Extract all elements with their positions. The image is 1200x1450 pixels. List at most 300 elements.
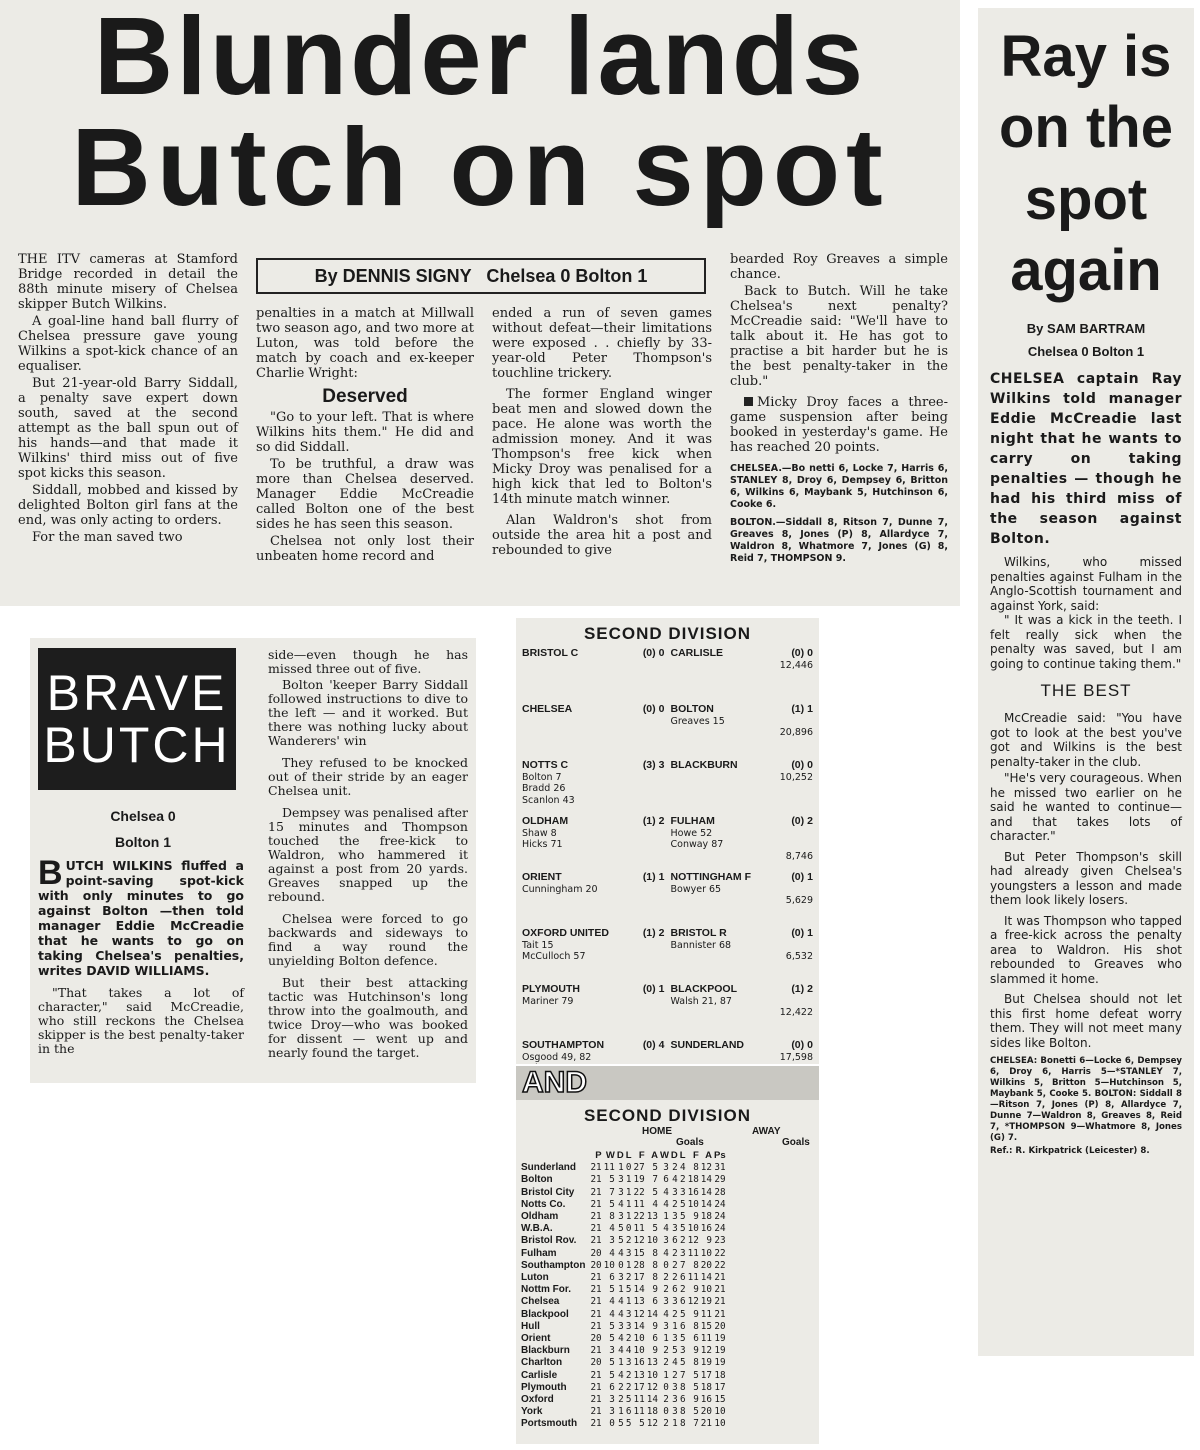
stat-cell: 4 [652, 1198, 658, 1210]
stat-cell: 2 [663, 1272, 669, 1284]
stat-cell: 24 [714, 1198, 726, 1210]
stat-cell: 13 [646, 1211, 658, 1223]
para: Dempsey was penalised after 15 minutes and Thompson touched the free-kick to Waldron, who hammered it against a post from 20 yards. Greaves snapped up the rebound. [268, 805, 468, 904]
stat-cell: 10 [714, 1418, 726, 1430]
half-time-score: (1) [791, 703, 805, 715]
para: " It was a kick in the teeth. I felt really sick when the penalty was saved, but I am going to continue taking them." [990, 613, 1182, 671]
stat-cell: 9 [693, 1308, 699, 1320]
stat-cell: 2 [663, 1418, 669, 1430]
score [643, 760, 665, 772]
stat-cell: 2 [625, 1381, 632, 1393]
team-name: SOUTHAMPTON [522, 1039, 605, 1051]
full-time-score: 0 [807, 647, 813, 659]
score [791, 928, 813, 940]
stat-cell: 0 [625, 1162, 632, 1174]
stat-cell: 20 [590, 1259, 602, 1271]
stat-cell: 2 [672, 1162, 678, 1174]
stat-cell: 1 [625, 1198, 632, 1210]
stat-cell: 5 [609, 1174, 615, 1186]
half-time-score: (1) [642, 927, 656, 939]
stat-cell: 21 [590, 1345, 602, 1357]
stat-cell: 3 [663, 1320, 669, 1332]
stat-cell: 4 [663, 1308, 669, 1320]
stat-cell: 11 [633, 1198, 645, 1210]
para: Wilkins, who missed penalties against Fulham in the Anglo-Scottish tournament and against York, said: [990, 555, 1182, 613]
stat-cell: 4 [672, 1174, 678, 1186]
score [643, 1040, 665, 1052]
full-time-score: 2 [807, 815, 813, 827]
stat-cell: 21 [590, 1381, 602, 1393]
team-name: Plymouth [521, 1381, 567, 1393]
stat-cell: 1 [618, 1162, 624, 1174]
brave-col-1 [38, 854, 244, 1056]
stat-cell: 19 [714, 1345, 726, 1357]
table-row [520, 1162, 727, 1174]
team-name: CARLISLE [670, 647, 723, 659]
stat-cell: 14 [646, 1308, 658, 1320]
stat-cell: 5 [609, 1369, 615, 1381]
team-name: Blackpool [521, 1308, 569, 1320]
team-name: Bristol City [521, 1186, 575, 1198]
stat-cell: 8 [609, 1211, 615, 1223]
stat-cell: 5 [693, 1369, 699, 1381]
stat-cell: 5 [679, 1308, 686, 1320]
team-name: Luton [521, 1272, 549, 1284]
half-time-score: (1) [791, 983, 805, 995]
stat-cell: 0 [663, 1381, 669, 1393]
table-row [520, 1321, 727, 1333]
stat-cell: 6 [693, 1333, 699, 1345]
para: But their best attacking tactic was Hutchinson's long throw into the goalmouth, and twice Droy—who was booked for dissent — went up and nearly found the target. [268, 975, 468, 1060]
half-time-score: (0) [791, 759, 805, 771]
headline-line: on the [999, 95, 1173, 161]
table-row [520, 1248, 727, 1260]
table-row [520, 1382, 727, 1394]
lead-text: UTCH WILKINS fluffed a point-saving spot-kick with only minutes to go against Bolton —then told manager Eddie McCreadie that he wants to go on taking Chelsea's penalties, writes DAVID WILLIAMS. [38, 858, 244, 978]
stat-cell: 3 [672, 1223, 678, 1235]
stat-cell: 13 [633, 1369, 645, 1381]
home-goals-label: Goals [676, 1137, 704, 1148]
stat-cell: 21 [590, 1211, 602, 1223]
stat-cell: 19 [633, 1174, 645, 1186]
square-bullet-icon [744, 397, 753, 406]
full-time-score: 1 [807, 871, 813, 883]
stat-cell: 14 [700, 1174, 712, 1186]
stat-cell: 6 [663, 1174, 669, 1186]
away-result [671, 1040, 814, 1064]
stat-cell: 16 [633, 1357, 645, 1369]
stat-cell: 10 [700, 1247, 712, 1259]
scorer: Bolton 7 [522, 771, 562, 783]
para: They refused to be knocked out of their stride by an eager Chelsea unit. [268, 755, 468, 798]
stat-cell: 22 [633, 1211, 645, 1223]
stat-cell: 4 [618, 1296, 624, 1308]
stat-cell: 29 [714, 1174, 726, 1186]
stat-cell: 21 [700, 1418, 712, 1430]
team-name: Bristol Rov. [521, 1235, 577, 1247]
stat-cell: 20 [700, 1259, 712, 1271]
team-name: NOTTINGHAM F [670, 871, 751, 883]
header-cell: W [659, 1150, 669, 1161]
stat-cell: 3 [672, 1186, 678, 1198]
header-cell: L [625, 1150, 632, 1161]
score [791, 1040, 813, 1052]
stat-cell: 12 [687, 1296, 699, 1308]
table-row [520, 1211, 727, 1223]
headline-line: Ray is [1000, 24, 1172, 89]
table-row [520, 1272, 727, 1284]
table-row [520, 1174, 727, 1186]
stat-cell: 11 [603, 1162, 615, 1174]
stat-cell: 18 [714, 1369, 726, 1381]
stat-cell: 4 [679, 1162, 686, 1174]
stat-cell: 12 [700, 1345, 712, 1357]
team-name: W.B.A. [521, 1223, 553, 1235]
table-row [520, 1235, 727, 1247]
stat-cell: 4 [609, 1247, 615, 1259]
stat-cell: 3 [625, 1308, 632, 1320]
header-cell: D [616, 1150, 624, 1161]
stat-cell: 21 [590, 1174, 602, 1186]
full-time-score: 3 [658, 759, 665, 771]
stat-cell: 19 [700, 1357, 712, 1369]
score [791, 704, 813, 716]
result-line [522, 928, 665, 940]
ray-body [978, 369, 1194, 1157]
result-line [671, 704, 814, 716]
stat-cell: 0 [625, 1223, 632, 1235]
stat-cell: 4 [609, 1223, 615, 1235]
stat-cell: 2 [618, 1381, 624, 1393]
score [643, 872, 665, 884]
results-panel [516, 618, 819, 1064]
attendance: 12,422 [779, 1007, 813, 1018]
stat-cell: 18 [687, 1174, 699, 1186]
stat-cell: 11 [687, 1247, 699, 1259]
stat-cell: 10 [646, 1369, 658, 1381]
article1-col-4 [730, 252, 948, 606]
table-header-row [520, 1150, 727, 1162]
stat-cell: 2 [672, 1369, 678, 1381]
stat-cell: 10 [687, 1198, 699, 1210]
stat-cell: 9 [693, 1284, 699, 1296]
stat-cell: 4 [618, 1333, 624, 1345]
stat-cell: 1 [625, 1186, 632, 1198]
header-cell: W [605, 1150, 615, 1161]
stat-cell: 21 [590, 1406, 602, 1418]
stat-cell: 21 [590, 1394, 602, 1406]
para: But Peter Thompson's skill had already given Chelsea's youngsters a lesson and made them look likely losers. [990, 849, 1182, 908]
stat-cell: 4 [618, 1369, 624, 1381]
table-row [520, 1418, 727, 1430]
team-name: Oldham [521, 1211, 559, 1223]
referee: Ref.: R. Kirkpatrick (Leicester) 8. [990, 1146, 1150, 1157]
stat-cell: 8 [693, 1320, 699, 1332]
stat-cell: 21 [590, 1284, 602, 1296]
para: side—even though he has missed three out of five. [268, 647, 468, 676]
stat-cell: 6 [625, 1406, 632, 1418]
result-line [522, 816, 665, 828]
scorer: Howe 52 [670, 827, 713, 839]
stat-cell: 7 [679, 1259, 686, 1271]
stat-cell: 5 [625, 1284, 632, 1296]
stat-cell: 1 [618, 1357, 624, 1369]
stat-cell: 4 [609, 1296, 615, 1308]
stat-cell: 3 [679, 1247, 686, 1259]
stat-cell: 6 [679, 1320, 686, 1332]
stat-cell: 12 [646, 1381, 658, 1393]
stat-cell: 5 [679, 1211, 686, 1223]
stat-cell: 2 [625, 1333, 632, 1345]
para: Chelsea were forced to go backwards and sideways to find a way round the unyielding Bolton defence. [268, 911, 468, 968]
stat-cell: 21 [590, 1186, 602, 1198]
para: penalties in a match at Millwall two season ago, and two more at Luton, was told before the match by coach and ex-keeper Charlie Wright: [256, 306, 474, 381]
para: McCreadie said: "You have got to look at the best you've got and Wilkins is the best penalty-taker in the club. [990, 711, 1182, 769]
stat-cell: 6 [679, 1296, 686, 1308]
stat-cell: 8 [652, 1247, 658, 1259]
attendance: 12,446 [779, 659, 813, 671]
stat-cell: 20 [590, 1247, 602, 1259]
team-name: Charlton [521, 1357, 563, 1369]
stat-cell: 7 [679, 1369, 686, 1381]
score [643, 984, 665, 996]
score-box [38, 808, 248, 850]
scorer: Shaw 8 [522, 827, 557, 839]
team-name: BRISTOL R [670, 927, 727, 939]
para [730, 395, 948, 455]
stat-cell: 11 [700, 1333, 712, 1345]
header-cell: L [679, 1150, 686, 1161]
stat-cell: 11 [687, 1272, 699, 1284]
article-blunder-lands [0, 0, 960, 606]
scorer: Mariner 79 [522, 995, 574, 1007]
stat-cell: 31 [714, 1162, 726, 1174]
byline: By DENNIS SIGNY Chelsea 0 Bolton 1 [314, 265, 648, 286]
scorer: Bannister 68 [670, 939, 732, 951]
headline-brave: BRAVE [46, 665, 228, 721]
result-line [522, 704, 665, 716]
score [643, 816, 665, 828]
team-name: Southampton [521, 1259, 586, 1271]
stat-cell: 3 [672, 1406, 678, 1418]
full-time-score: 4 [658, 1039, 665, 1051]
para: Bolton 'keeper Barry Siddall followed instructions to dive to the left — and it worked. But there was nothing lucky about Wanderers' win [268, 677, 468, 748]
stat-cell: 2 [672, 1247, 678, 1259]
half-time-score: (0) [791, 927, 805, 939]
away-result [671, 984, 814, 1040]
headline-line: spot [1024, 166, 1148, 232]
scorer: Walsh 21, 87 [670, 995, 732, 1007]
stat-cell: 19 [700, 1296, 712, 1308]
table-row [520, 1345, 727, 1357]
para: "That takes a lot of character," said McCreadie, who still reckons the Chelsea skipper is the best penalty-taker in the [38, 985, 244, 1056]
stat-cell: 21 [714, 1272, 726, 1284]
home-result [522, 704, 665, 760]
attendance: 8,746 [785, 850, 813, 862]
stat-cell: 19 [714, 1357, 726, 1369]
full-time-score: 0 [658, 647, 665, 659]
result-line [671, 984, 814, 996]
stat-cell: 8 [679, 1418, 686, 1430]
table-row [520, 1187, 727, 1199]
away-label: AWAY [752, 1126, 781, 1137]
stat-cell: 3 [672, 1333, 678, 1345]
para: Back to Butch. Will he take Chelsea's next penalty? McCreadie said: "We'll have to talk about it. He has got to practise a bit harder but he is the best penalty-taker in the club." [730, 284, 948, 389]
stat-cell: 5 [618, 1418, 624, 1430]
stat-cell: 14 [700, 1186, 712, 1198]
stat-cell: 8 [693, 1259, 699, 1271]
team-name: Bolton [521, 1174, 553, 1186]
stat-cell: 4 [663, 1198, 669, 1210]
score-bolton: Bolton 1 [115, 834, 171, 850]
stat-cell: 1 [663, 1211, 669, 1223]
stat-cell: 13 [633, 1296, 645, 1308]
attendance: 5,629 [785, 895, 813, 906]
half-time-score: (0) [642, 647, 656, 659]
lead: CHELSEA captain Ray Wilkins told manager Eddie McCreadie last night that he wants to carry on taking penalties — though he had his third miss of the season against Bolton. [990, 371, 1182, 548]
table-row [520, 1296, 727, 1308]
full-time-score: 2 [658, 815, 665, 827]
half-time-score: (1) [642, 815, 656, 827]
para: "Go to your left. That is where Wilkins hits them." He did and so did Siddall. [256, 410, 474, 455]
team-name: Carlisle [521, 1369, 558, 1381]
stat-cell: 3 [663, 1296, 669, 1308]
team-name: Portsmouth [521, 1418, 578, 1430]
stat-cell: 3 [625, 1357, 632, 1369]
para: "He's very courageous. When he missed two earlier on he said he wanted to continue— and that takes lots of character." [990, 771, 1182, 844]
para: Siddall, mobbed and kissed by delighted Bolton girl fans at the end, was only acting to orders. [18, 483, 238, 528]
stat-cell: 2 [625, 1369, 632, 1381]
stat-cell: 4 [618, 1308, 624, 1320]
stat-cell: 23 [714, 1235, 726, 1247]
stat-cell: 10 [646, 1235, 658, 1247]
para: ended a run of seven games without defeat—their limitations were exposed . . chiefly by 33-year-old Peter Thompson's touchline trickery. [492, 306, 712, 381]
half-time-score: (3) [642, 759, 656, 771]
para: THE ITV cameras at Stamford Bridge recorded in detail the 88th minute misery of Chelsea skipper Butch Wilkins. [18, 252, 238, 312]
team-name: Sunderland [521, 1162, 577, 1174]
subhead-deserved: Deserved [322, 386, 408, 407]
stat-cell: 2 [663, 1394, 669, 1406]
stat-cell: 2 [618, 1394, 624, 1406]
scorer: Cunningham 20 [522, 883, 598, 895]
stat-cell: 3 [672, 1394, 678, 1406]
stat-cell: 3 [679, 1345, 686, 1357]
stat-cell: 22 [633, 1186, 645, 1198]
half-time-score: (0) [642, 703, 656, 715]
teams-bolton: BOLTON.—Siddall 8, Ritson 7, Dunne 7, Greaves 8, Jones (P) 8, Allardyce 7, Waldron 8, Whatmore 7, Jones (G) 8, Reid 7, THOMPSON 9. [730, 517, 948, 564]
stat-cell: 1 [663, 1333, 669, 1345]
scorer [522, 1063, 665, 1064]
league-table-panel [516, 1066, 819, 1444]
home-result [522, 984, 665, 1040]
team-name: Hull [521, 1320, 540, 1332]
away-result [671, 648, 814, 704]
header-cell: F [692, 1150, 699, 1161]
team-name: FULHAM [670, 815, 715, 827]
stat-cell: 21 [590, 1296, 602, 1308]
header-cell: F [638, 1150, 645, 1161]
stat-cell: 20 [590, 1357, 602, 1369]
home-result [522, 928, 665, 984]
stat-cell: 6 [609, 1381, 615, 1393]
team-name: CHELSEA [522, 703, 573, 715]
stat-cell: 1 [625, 1259, 632, 1271]
attendance: 6,532 [785, 951, 813, 962]
stat-cell: 21 [714, 1308, 726, 1320]
stat-cell: 6 [652, 1296, 658, 1308]
stat-cell: 12 [646, 1418, 658, 1430]
stat-cell: 24 [714, 1223, 726, 1235]
stat-cell: 5 [679, 1357, 686, 1369]
attendance: 10,252 [779, 771, 813, 783]
stat-cell: 3 [625, 1320, 632, 1332]
result-line [671, 1040, 814, 1052]
scorer: Greaves 15 [670, 715, 725, 727]
half-time-score: (0) [791, 1039, 805, 1051]
stat-cell: 1 [625, 1174, 632, 1186]
half-time-score: (1) [642, 871, 656, 883]
header-cell: Ps [714, 1150, 726, 1161]
stat-cell: 5 [679, 1223, 686, 1235]
score [791, 648, 813, 660]
team-name: OLDHAM [522, 815, 569, 827]
team-name: BLACKBURN [670, 759, 738, 771]
result-line [522, 984, 665, 996]
stat-cell: 8 [679, 1406, 686, 1418]
away-result [671, 760, 814, 816]
article-ray-is-on-the-spot-again [978, 8, 1194, 1356]
stat-cell: 2 [663, 1357, 669, 1369]
stat-cell: 11 [633, 1223, 645, 1235]
home-label: HOME [642, 1126, 672, 1137]
stat-cell: 20 [714, 1320, 726, 1332]
para: A goal-line hand ball flurry of Chelsea pressure gave young Wilkins a spot-kick chance of an equaliser. [18, 314, 238, 374]
stat-cell: 22 [714, 1247, 726, 1259]
stat-cell: 14 [700, 1198, 712, 1210]
stat-cell: 2 [625, 1235, 632, 1247]
stat-cell: 4 [609, 1308, 615, 1320]
stat-cell: 0 [663, 1406, 669, 1418]
stat-cell: 20 [700, 1406, 712, 1418]
stat-cell: 2 [679, 1284, 686, 1296]
stat-cell: 3 [663, 1162, 669, 1174]
team-name: Notts Co. [521, 1198, 566, 1210]
article1-col-2 [256, 306, 474, 606]
stat-cell: 5 [652, 1223, 658, 1235]
half-time-score: (0) [791, 871, 805, 883]
result-line [522, 760, 665, 772]
score [791, 816, 813, 828]
headline-line: again [1010, 238, 1162, 304]
team-name: Orient [521, 1333, 551, 1345]
article1-col-3 [492, 306, 712, 606]
stat-cell: 8 [693, 1357, 699, 1369]
scorer: Osgood 49, 82 [522, 1051, 592, 1063]
stat-cell: 3 [618, 1211, 624, 1223]
ray-byline-1: By SAM BARTRAM [1026, 321, 1146, 337]
score [643, 648, 665, 660]
stat-cell: 5 [625, 1418, 632, 1430]
para: It was Thompson who tapped a free-kick across the penalty area to Waldron. His shot rebounded to Greaves who slammed it home. [990, 913, 1182, 986]
stat-cell: 4 [618, 1247, 624, 1259]
brave-col-2 [268, 648, 468, 1060]
stat-cell: 10 [687, 1223, 699, 1235]
stat-cell: 5 [618, 1223, 624, 1235]
home-result [522, 816, 665, 872]
stat-cell: 18 [646, 1406, 658, 1418]
away-result [671, 816, 814, 872]
result-line [671, 872, 814, 884]
